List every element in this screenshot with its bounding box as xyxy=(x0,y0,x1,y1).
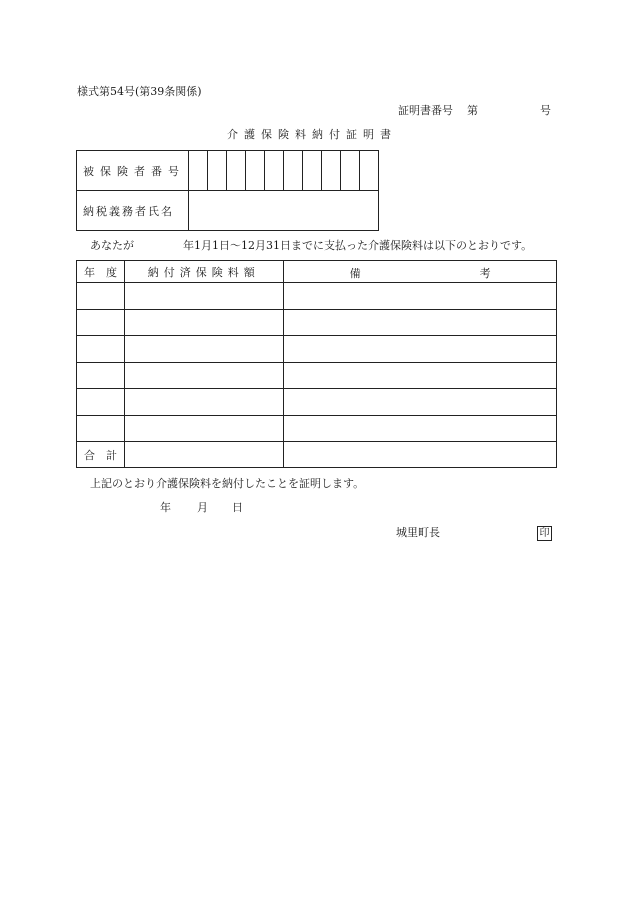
row-year xyxy=(77,416,125,442)
header-notes xyxy=(283,261,556,283)
statement-prefix: あなたが xyxy=(90,239,134,252)
certify-text: 上記のとおり介護保険料を納付したことを証明します。 xyxy=(90,477,365,490)
total-label: 合 計 xyxy=(77,442,125,468)
statement-body: 年1月1日～12月31日までに支払った介護保険料は以下のとおりです。 xyxy=(183,239,533,252)
table-row xyxy=(77,336,557,363)
seal-mark: 印 xyxy=(537,526,552,541)
row-amount xyxy=(124,363,283,389)
row-year xyxy=(77,310,125,336)
taxpayer-name-field xyxy=(189,191,379,231)
table-row xyxy=(77,363,557,389)
certificate-number-suffix: 号 xyxy=(540,104,551,117)
insured-number-box xyxy=(246,151,265,191)
row-year xyxy=(77,363,125,389)
form-number: 様式第54号(第39条関係) xyxy=(77,85,202,98)
payments-table xyxy=(76,260,557,468)
insured-number-box xyxy=(303,151,322,191)
row-note xyxy=(283,389,556,416)
date-month-label: 月 xyxy=(197,501,208,514)
row-amount xyxy=(124,310,283,336)
insured-number-box xyxy=(208,151,227,191)
issuer-title: 城里町長 xyxy=(396,526,440,539)
row-note xyxy=(283,416,556,442)
insured-number-box xyxy=(360,151,379,191)
row-note xyxy=(283,283,556,310)
date-day-label: 日 xyxy=(232,501,243,514)
row-amount xyxy=(124,389,283,416)
date-year-label: 年 xyxy=(160,501,171,514)
table-row xyxy=(77,416,557,442)
insured-number-box xyxy=(284,151,303,191)
table-header-row xyxy=(77,261,557,283)
insured-number-box xyxy=(189,151,208,191)
table-row xyxy=(77,389,557,416)
total-note xyxy=(283,442,556,468)
row-note xyxy=(283,310,556,336)
row-amount xyxy=(124,336,283,363)
insured-number-box xyxy=(265,151,284,191)
row-year xyxy=(77,389,125,416)
insured-number-box xyxy=(227,151,246,191)
insured-info-table xyxy=(76,150,379,231)
insured-number-box xyxy=(322,151,341,191)
row-year xyxy=(77,283,125,310)
row-year xyxy=(77,336,125,363)
row-note xyxy=(283,363,556,389)
total-row xyxy=(77,442,557,468)
header-notes-1: 備 xyxy=(349,267,361,280)
row-amount xyxy=(124,283,283,310)
insured-number-label: 被保険者番号 xyxy=(83,164,185,178)
table-row xyxy=(77,283,557,310)
insured-number-box xyxy=(341,151,360,191)
certificate-number-prefix: 第 xyxy=(467,104,478,117)
header-amount: 納付済保険料額 xyxy=(124,261,283,283)
taxpayer-name-label: 納税義務者氏名 xyxy=(83,204,174,218)
row-note xyxy=(283,336,556,363)
insured-number-label-cell xyxy=(77,151,189,191)
total-amount xyxy=(124,442,283,468)
header-year: 年 度 xyxy=(77,261,125,283)
taxpayer-name-label-cell xyxy=(77,191,189,231)
page-title: 介護保険料納付証明書 xyxy=(227,128,397,141)
certificate-number-label: 証明書番号 xyxy=(398,104,453,117)
table-row xyxy=(77,310,557,336)
row-amount xyxy=(124,416,283,442)
header-notes-2: 考 xyxy=(479,267,491,280)
